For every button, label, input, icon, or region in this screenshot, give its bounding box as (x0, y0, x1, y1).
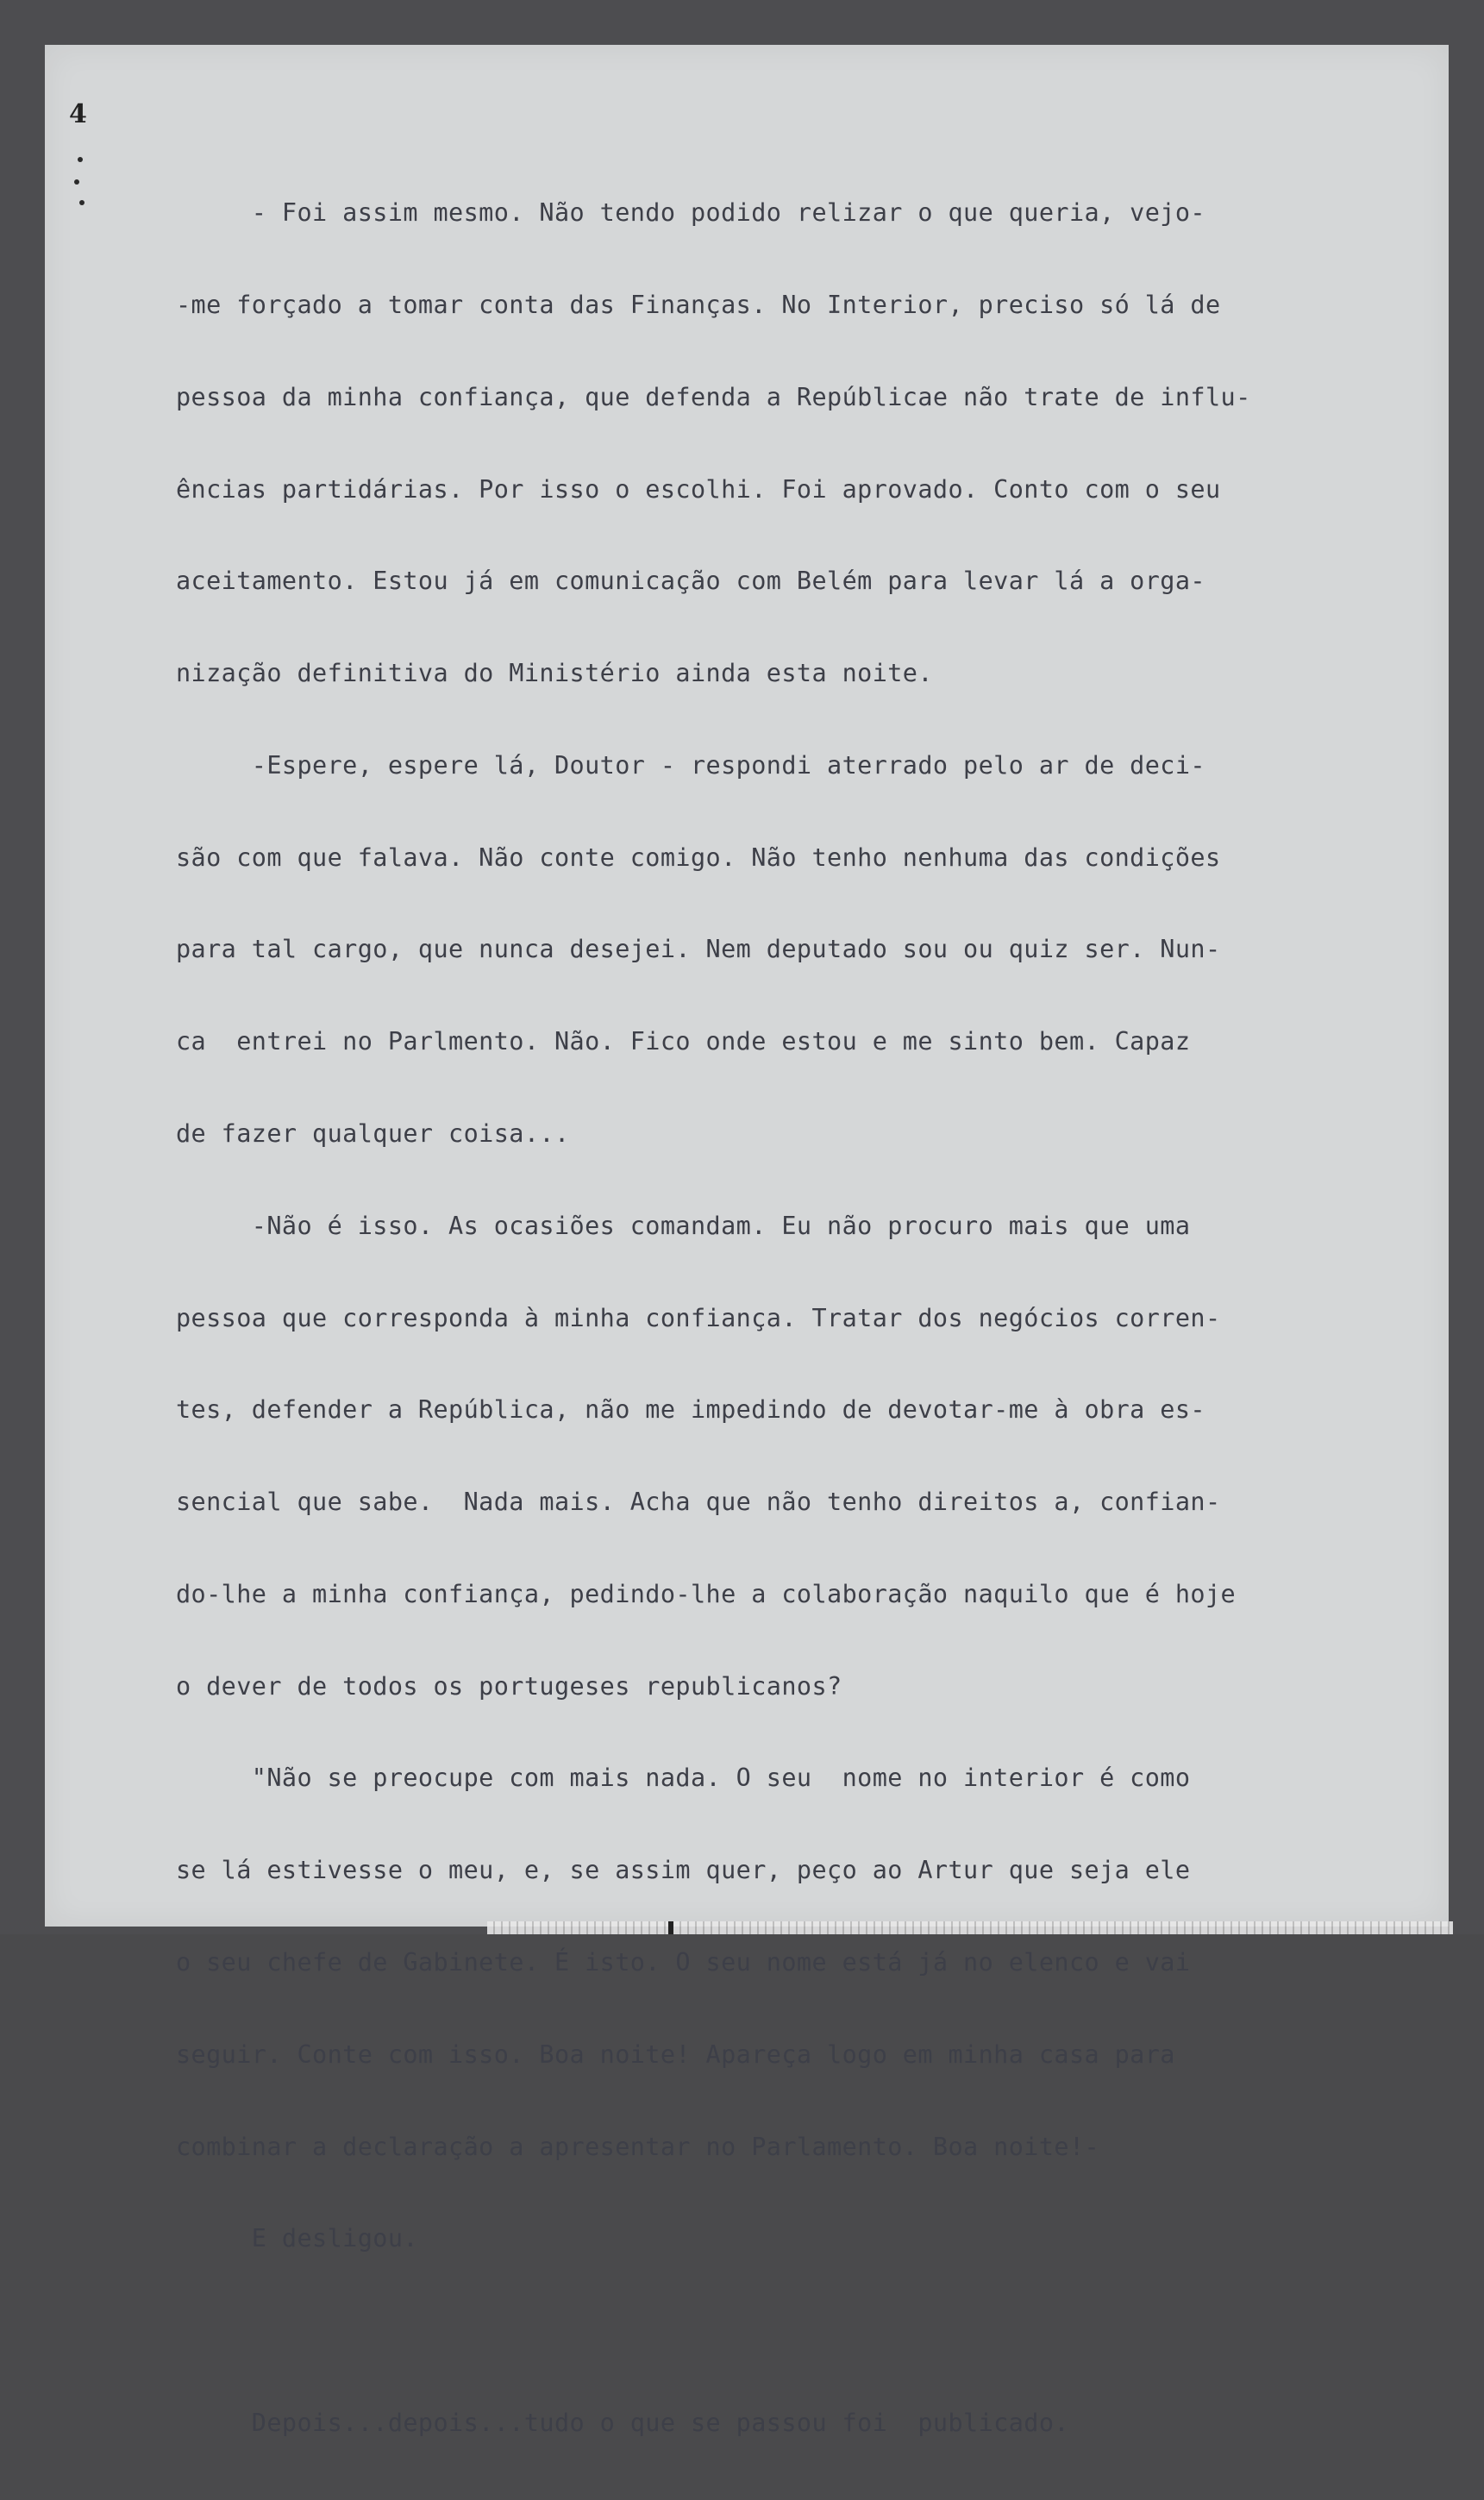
text-line: do-lhe a minha confiança, pedindo-lhe a colaboração naquilo que é hoje (176, 1579, 1237, 1608)
text-line: de fazer qualquer coisa... (176, 1119, 570, 1148)
text-line: sencial que sabe. Nada mais. Acha que não tenho direitos a, confian- (176, 1488, 1221, 1517)
margin-dot (74, 179, 79, 185)
text-line: -Não é isso. As ocasiões comandam. Eu não procuro mais que uma (176, 1211, 1191, 1240)
blank-line (176, 2315, 1400, 2346)
text-line: "Não se preocupe com mais nada. O seu nome no interior é como (176, 1764, 1191, 1793)
margin-page-mark: 4 (69, 99, 87, 129)
text-line: -me forçado a tomar conta das Finanças. No Interior, preciso só lá de (176, 290, 1221, 319)
text-line: o dever de todos os portugeses republicanos? (176, 1671, 842, 1701)
text-line: E desligou. (176, 2224, 418, 2253)
text-line: são com que falava. Não conte comigo. Não tenho nenhuma das condições (176, 843, 1221, 872)
text-line: o seu chefe de Gabinete. É isto. O seu nome está já no elenco e vai (176, 1948, 1191, 1977)
margin-dot (78, 157, 83, 162)
text-line: - Foi assim mesmo. Não tendo podido relizar o que queria, vejo- (176, 198, 1205, 228)
typed-text-body (176, 136, 1400, 2500)
text-line: tes, defender a República, não me impedindo de devotar-me à obra es- (176, 1395, 1205, 1425)
text-line: nização definitiva do Ministério ainda esta noite. (176, 659, 933, 688)
scan-ruler-marker (668, 1921, 673, 1934)
text-line: para tal cargo, que nunca desejei. Nem deputado sou ou quiz ser. Nun- (176, 935, 1221, 964)
scan-ruler-strip (487, 1921, 1453, 1934)
text-line: seguir. Conte com isso. Boa noite! Apareça logo em minha casa para (176, 2039, 1175, 2069)
closing-line: Depois...depois...tudo o que se passou foi publicado. (176, 2408, 1069, 2437)
text-line: ca entrei no Parlmento. Não. Fico onde estou e me sinto bem. Capaz (176, 1027, 1191, 1056)
margin-dots (72, 147, 85, 216)
text-line: aceitamento. Estou já em comunicação com Belém para levar lá a orga- (176, 567, 1205, 596)
text-line: -Espere, espere lá, Doutor - respondi aterrado pelo ar de deci- (176, 750, 1205, 780)
text-line: pessoa da minha confiança, que defenda a Repúblicae não trate de influ- (176, 382, 1251, 411)
text-line: se lá estivesse o meu, e, se assim quer, peço ao Artur que seja ele (176, 1856, 1191, 1885)
margin-dot (79, 200, 85, 205)
text-line: pessoa que corresponda à minha confiança. Tratar dos negócios corren- (176, 1303, 1221, 1332)
text-line: ências partidárias. Por isso o escolhi. Foi aprovado. Conto com o seu (176, 474, 1221, 504)
text-line: combinar a declaração a apresentar no Parlamento. Boa noite!- (176, 2132, 1100, 2161)
